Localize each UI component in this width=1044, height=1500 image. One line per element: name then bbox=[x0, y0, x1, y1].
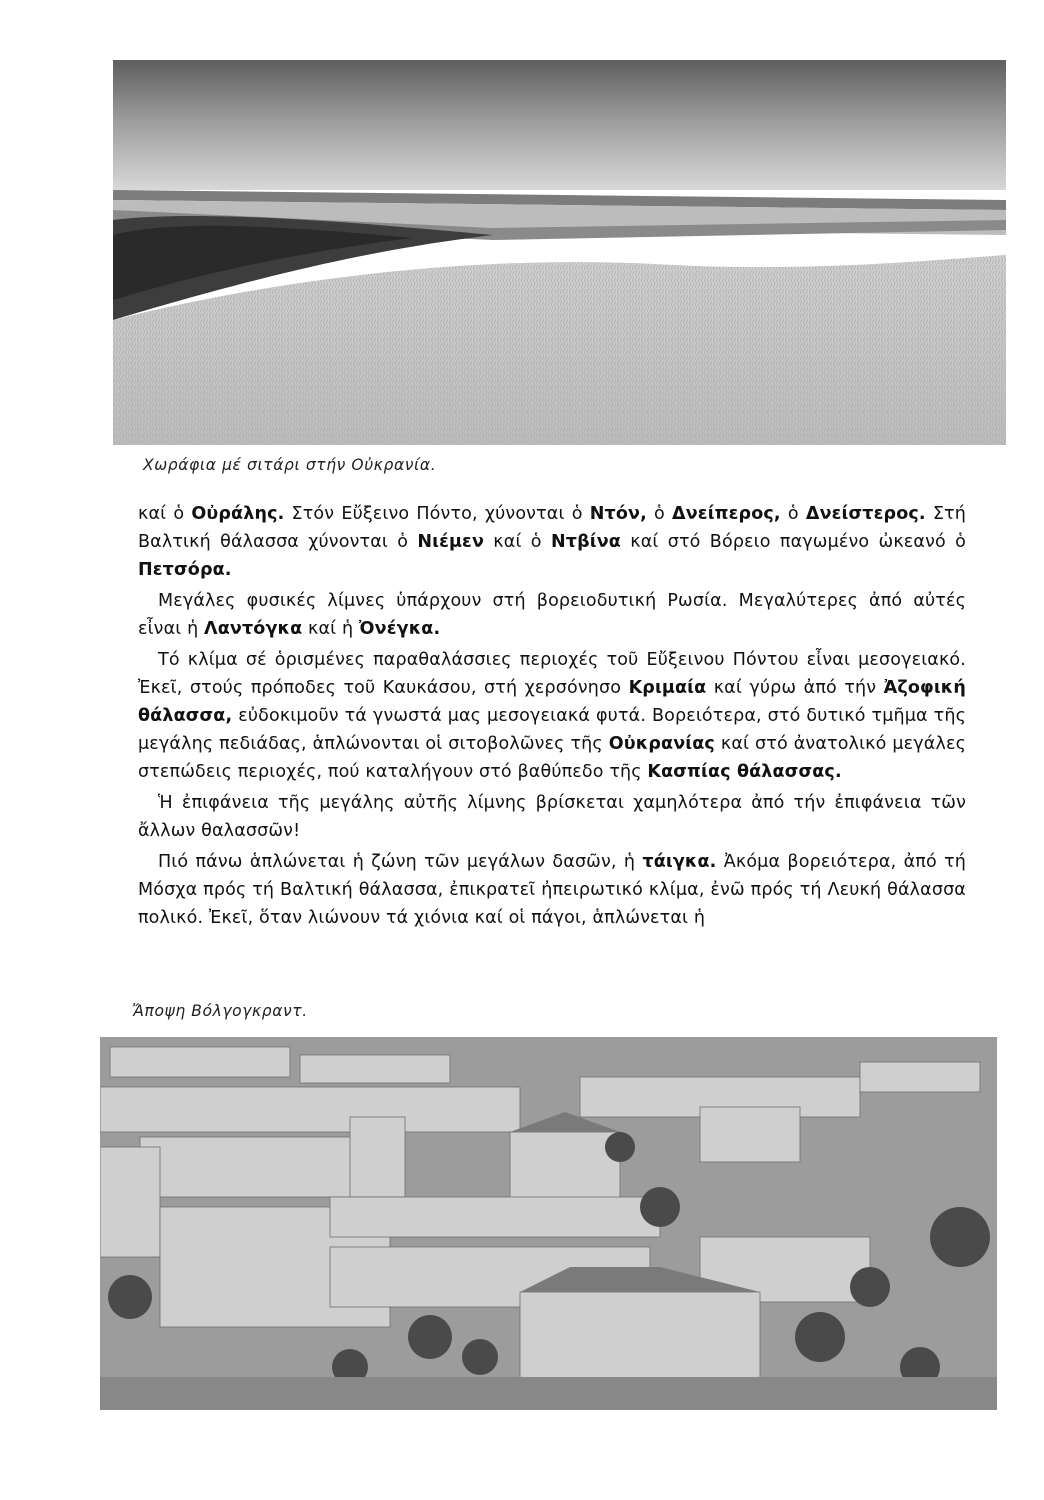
place-name: τάιγκα. bbox=[642, 852, 717, 872]
river-name: Οὐράλης. bbox=[191, 504, 285, 524]
river-name: Πετσόρα. bbox=[138, 560, 232, 580]
text-span: καί ὁ bbox=[484, 532, 551, 552]
paragraph-5 bbox=[138, 848, 966, 932]
text-span: Στή Βαλτική θάλασσα χύνονται ὁ bbox=[138, 504, 966, 552]
text-span: Ἡ ἐπιφάνεια τῆς μεγάλης αὐτῆς λίμνης βρίσκεται χαμηλότερα ἀπό τήν ἐπιφάνεια τῶν ἄλλων θαλασσῶν! bbox=[138, 793, 966, 841]
text-span: καί γύρω ἀπό τήν bbox=[706, 678, 884, 698]
wheat-field-photo bbox=[113, 60, 1006, 445]
lake-name: Λαντόγκα bbox=[204, 619, 303, 639]
place-name: Κριμαία bbox=[628, 678, 707, 698]
lake-name: Ὀνέγκα. bbox=[358, 619, 441, 639]
text-span: καί ἡ bbox=[302, 619, 359, 639]
bottom-photo-caption: Ἄποψη Βόλγογκραντ. bbox=[132, 1002, 308, 1020]
river-name: Δνείστερος. bbox=[805, 504, 926, 524]
river-name: Ντόν, bbox=[589, 504, 647, 524]
text-span: καί στό ἀνατολικό μεγάλες στεπώδεις περιοχές, πού καταλήγουν στό βαθύπεδο τῆς bbox=[138, 734, 967, 782]
text-span: καί στό Βόρειο παγωμένο ὠκεανό ὁ bbox=[620, 532, 967, 552]
place-name: Κασπίας θάλασσας. bbox=[647, 762, 842, 782]
text-span: Στόν Εὔξεινο Πόντο, χύνονται ὁ bbox=[284, 504, 590, 524]
text-span: Πιό πάνω ἁπλώνεται ἡ ζώνη τῶν μεγάλων δασῶν, ἡ bbox=[158, 852, 643, 872]
body-text bbox=[138, 500, 966, 935]
text-span: ὁ bbox=[646, 504, 673, 524]
paragraph-3 bbox=[138, 646, 966, 786]
river-name: Ντβίνα bbox=[550, 532, 621, 552]
text-span: εὐδοκιμοῦν τά γνωστά μας μεσογειακά φυτά. Βορειότερα, στό δυτικό τμῆμα τῆς μεγάλης πεδιάδας, ἁπλώνονται οἱ σιτοβολῶνες τῆς bbox=[138, 706, 966, 754]
city-view-photo bbox=[100, 1037, 997, 1410]
river-name: Δνείπερος, bbox=[672, 504, 781, 524]
top-photo-caption: Χωράφια μέ σιτάρι στήν Οὐκρανία. bbox=[143, 456, 437, 474]
place-name: Οὐκρανίας bbox=[608, 734, 715, 754]
place-name: Ἀζοφική θάλασσα, bbox=[138, 678, 966, 726]
text-span: Τό κλίμα σέ ὁρισμένες παραθαλάσσιες περιοχές τοῦ Εὔξεινου Πόντου εἶναι μεσογειακό. Ἐκεῖ, στούς πρόποδες τοῦ Καυκάσου, στή χερσόνησο bbox=[138, 650, 966, 698]
text-span: Ἀκόμα βορειότερα, ἀπό τή Μόσχα πρός τή Βαλτική θάλασσα, ἐπικρατεῖ ἠπειρωτικό κλίμα, ἐνῶ πρός τή Λευκή θάλασσα πολικό. Ἐκεῖ, ὅταν λιώνουν τά χιόνια καί οἱ πάγοι, ἁπλώνεται ἡ bbox=[138, 852, 966, 928]
river-name: Νιέμεν bbox=[417, 532, 485, 552]
text-span: καί ὁ bbox=[138, 504, 192, 524]
text-span: ὁ bbox=[780, 504, 806, 524]
text-span: Μεγάλες φυσικές λίμνες ὑπάρχουν στή βορειοδυτική Ρωσία. Μεγαλύτερες ἀπό αὐτές εἶναι ἡ bbox=[138, 591, 966, 639]
paragraph-1 bbox=[138, 500, 966, 584]
paragraph-2 bbox=[138, 587, 966, 643]
paragraph-4 bbox=[138, 789, 966, 845]
